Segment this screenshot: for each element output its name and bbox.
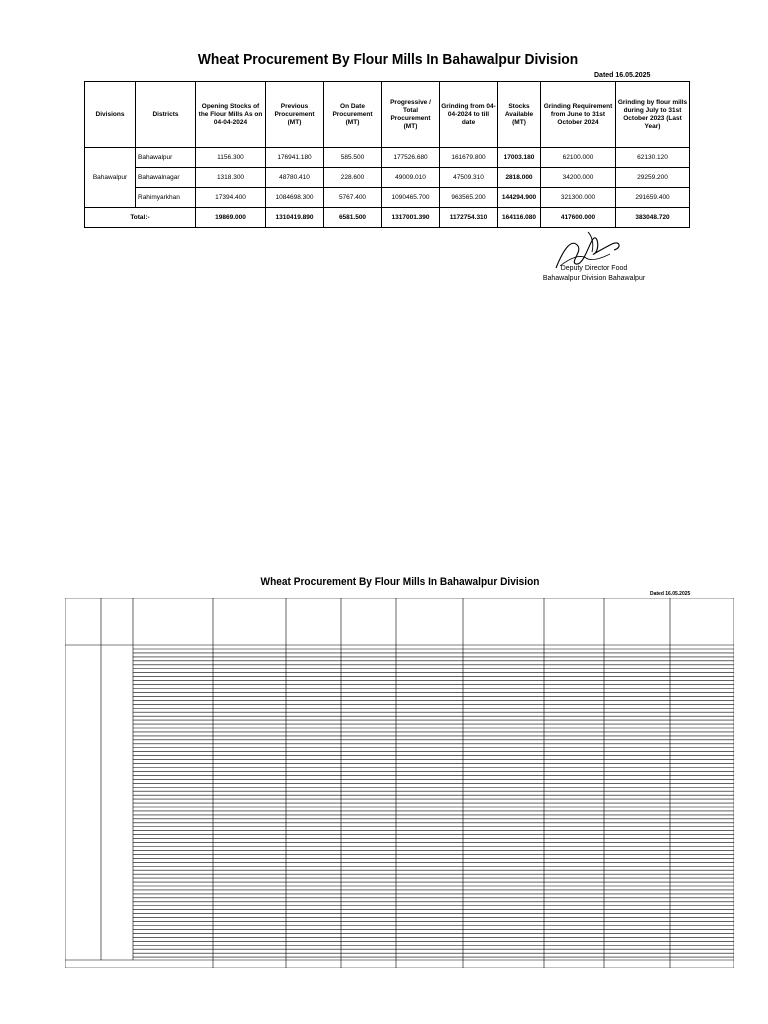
total-cell: 164116.080 bbox=[498, 208, 541, 228]
header-stocks-available: Stocks Available (MT) bbox=[498, 82, 541, 148]
table-cell: 321300.000 bbox=[541, 188, 616, 208]
signature-block bbox=[530, 264, 658, 283]
district-cell: Rahimyarkhan bbox=[136, 188, 196, 208]
header-grinding-last-year: Grinding by flour mills during July to 31st October 2023 (Last Year) bbox=[616, 82, 690, 148]
division-cell: Bahawalpur bbox=[85, 148, 136, 208]
table-cell: 963565.200 bbox=[440, 188, 498, 208]
table-cell: 48780.410 bbox=[266, 168, 324, 188]
table-cell: 62100.000 bbox=[541, 148, 616, 168]
total-label: Total:- bbox=[85, 208, 196, 228]
total-cell: 383048.720 bbox=[616, 208, 690, 228]
total-cell: 6581.500 bbox=[324, 208, 382, 228]
table-header-row bbox=[85, 82, 690, 148]
header-previous-procurement: Previous Procurement (MT) bbox=[266, 82, 324, 148]
report-copy-date: Dated 16.05.2025 bbox=[650, 591, 691, 597]
total-cell: 19869.000 bbox=[196, 208, 266, 228]
district-cell: Bahawalnagar bbox=[136, 168, 196, 188]
header-districts: Districts bbox=[136, 82, 196, 148]
total-cell: 1310419.890 bbox=[266, 208, 324, 228]
procurement-table bbox=[84, 81, 690, 228]
total-cell: 1172754.310 bbox=[440, 208, 498, 228]
table-cell: 34200.000 bbox=[541, 168, 616, 188]
total-cell: 1317001.390 bbox=[382, 208, 440, 228]
table-cell: 177526.680 bbox=[382, 148, 440, 168]
table-cell: 1318.300 bbox=[196, 168, 266, 188]
header-total-procurement: Progressive / Total Procurement (MT) bbox=[382, 82, 440, 148]
table-cell: 17003.180 bbox=[498, 148, 541, 168]
report-copy-title: Wheat Procurement By Flour Mills In Bahawalpur Division bbox=[260, 576, 540, 588]
table-cell: 1156.300 bbox=[196, 148, 266, 168]
table-cell: 585.500 bbox=[324, 148, 382, 168]
table-cell: 17394.400 bbox=[196, 188, 266, 208]
header-grinding: Grinding from 04-04-2024 to till date bbox=[440, 82, 498, 148]
header-on-date-procurement: On Date Procurement (MT) bbox=[324, 82, 382, 148]
total-row bbox=[85, 208, 690, 228]
signatory-office: Bahawalpur Division Bahawalpur bbox=[542, 274, 646, 282]
table-cell: 291659.400 bbox=[616, 188, 690, 208]
table-cell: 47509.310 bbox=[440, 168, 498, 188]
empty-grid-table bbox=[65, 598, 734, 968]
header-divisions: Divisions bbox=[85, 82, 136, 148]
table-cell: 1084698.300 bbox=[266, 188, 324, 208]
table-cell: 228.600 bbox=[324, 168, 382, 188]
report-date: Dated 16.05.2025 bbox=[594, 72, 651, 79]
table-cell: 2818.000 bbox=[498, 168, 541, 188]
header-opening-stocks: Opening Stocks of the Flour Mills As on 04-04-2024 bbox=[196, 82, 266, 148]
signatory-title: Deputy Director Food bbox=[560, 265, 628, 272]
header-grinding-requirement: Grinding Requirement from June to 31st October 2024 bbox=[541, 82, 616, 148]
table-cell: 144294.900 bbox=[498, 188, 541, 208]
table-row bbox=[85, 188, 690, 208]
table-cell: 176941.180 bbox=[266, 148, 324, 168]
table-cell: 29259.200 bbox=[616, 168, 690, 188]
district-cell: Bahawalpur bbox=[136, 148, 196, 168]
table-row bbox=[85, 148, 690, 168]
table-cell: 1090465.700 bbox=[382, 188, 440, 208]
table-cell: 49009.010 bbox=[382, 168, 440, 188]
table-cell: 5767.400 bbox=[324, 188, 382, 208]
total-cell: 417600.000 bbox=[541, 208, 616, 228]
table-cell: 161679.800 bbox=[440, 148, 498, 168]
table-row bbox=[85, 168, 690, 188]
report-title: Wheat Procurement By Flour Mills In Bahawalpur Division bbox=[197, 51, 579, 68]
table-cell: 62130.120 bbox=[616, 148, 690, 168]
